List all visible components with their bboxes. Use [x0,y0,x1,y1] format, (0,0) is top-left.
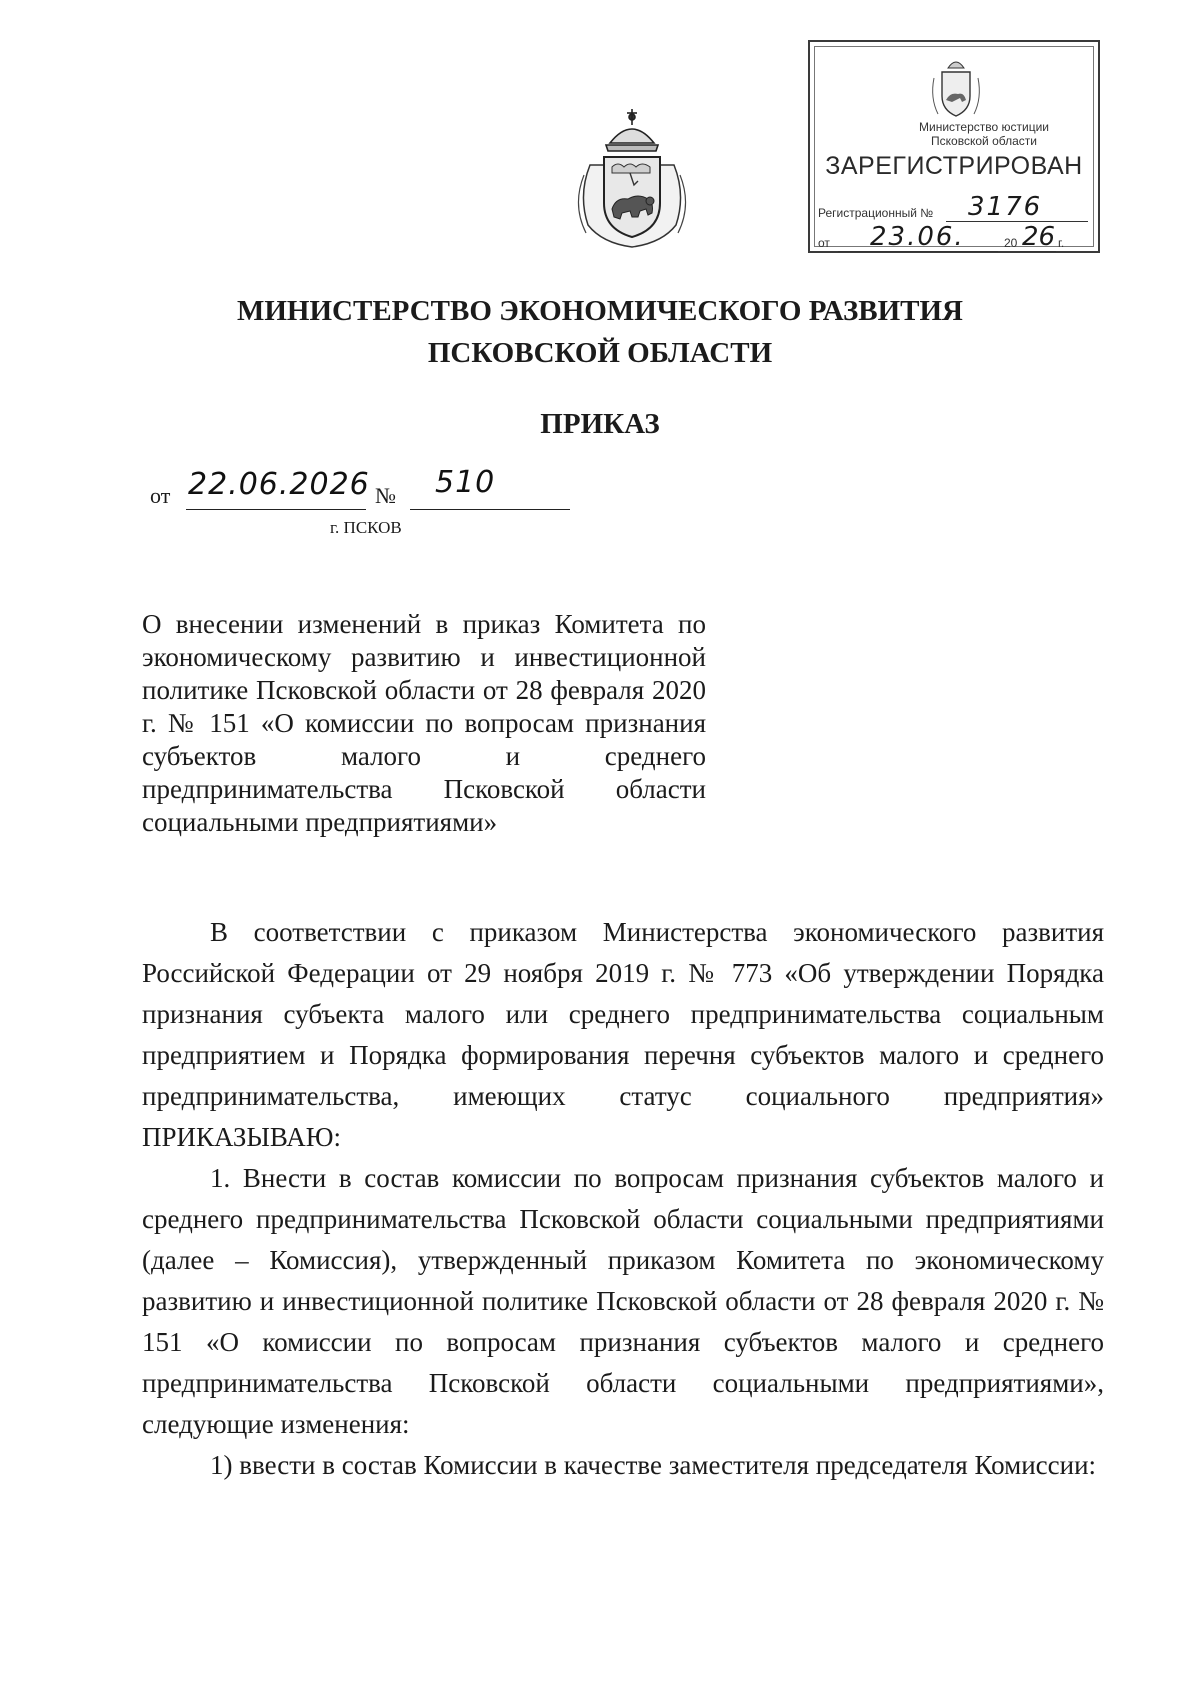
stamp-coat-of-arms-icon [928,52,984,122]
order-date-number [150,465,570,515]
stamp-registration-row [818,192,1088,222]
stamp-date-row [818,222,1088,252]
number-underline [410,509,570,510]
document-type-title: ПРИКАЗ [540,408,660,440]
ministry-name [0,290,1200,374]
stamp-ministry-line2: Псковской области [931,134,1037,148]
body-paragraph-item-1: 1. Внести в состав комиссии по вопросам признания субъектов малого и среднего предпринимательства Псковской области социальными предприятиями (далее – Комиссия), утвержденный приказом Комитета по экономическому развитию и инвестиционной политике Псковской области от 28 февраля 2020 г. № 151 «О комиссии по вопросам признания субъектов малого и среднего предпринимательства Псковской области социальными предприятиями», следующие изменения: [142,1163,1104,1439]
ministry-name-line2: ПСКОВСКОЙ ОБЛАСТИ [427,337,773,369]
stamp-reg-number: 3176 [968,192,1043,222]
stamp-ministry-line1: Министерство юстиции [919,120,1049,134]
handwritten-date: 22.06.2026 [188,467,370,502]
handwritten-number: 510 [435,465,496,500]
city-label: г. ПСКОВ [330,518,402,537]
order-body [142,912,1104,1486]
coat-of-arms-emblem [572,105,692,253]
stamp-date-label: от [818,236,830,250]
registration-stamp [808,40,1100,253]
order-subject [142,608,706,839]
stamp-year-prefix: 20 [1004,236,1018,250]
order-subject-text: О внесении изменений в приказ Комитета по экономическому развитию и инвестиционной политике Псковской области от 28 февраля 2020 г. № 151 «О комиссии по вопросам признания субъектов малого и среднего предпринимательства Псковской области социальными предприятиями» [142,609,706,837]
stamp-date-value: 23.06. [870,222,965,252]
stamp-year-value: 26 [1022,222,1056,252]
stamp-year-suffix: г. [1058,236,1065,250]
from-label: от [150,483,171,508]
body-paragraph-subitem-1: 1) ввести в состав Комиссии в качестве заместителя председателя Комиссии: [210,1450,1097,1480]
stamp-ministry-name [870,120,1098,148]
number-label: № [375,483,396,508]
stamp-status: ЗАРЕГИСТРИРОВАН [825,152,1083,180]
body-paragraph-preamble: В соответствии с приказом Министерства экономического развития Российской Федерации от 29 ноября 2019 г. № 773 «Об утверждении Порядка признания субъекта малого или среднего предпринимательства социальным предприятием и Порядка формирования перечня субъектов малого и среднего предпринимательства, имеющих статус социального предприятия» ПРИКАЗЫВАЮ: [142,917,1104,1152]
stamp-reg-label: Регистрационный № [818,206,934,220]
ministry-name-line1: МИНИСТЕРСТВО ЭКОНОМИЧЕСКОГО РАЗВИТИЯ [237,295,963,327]
date-underline [186,509,366,510]
